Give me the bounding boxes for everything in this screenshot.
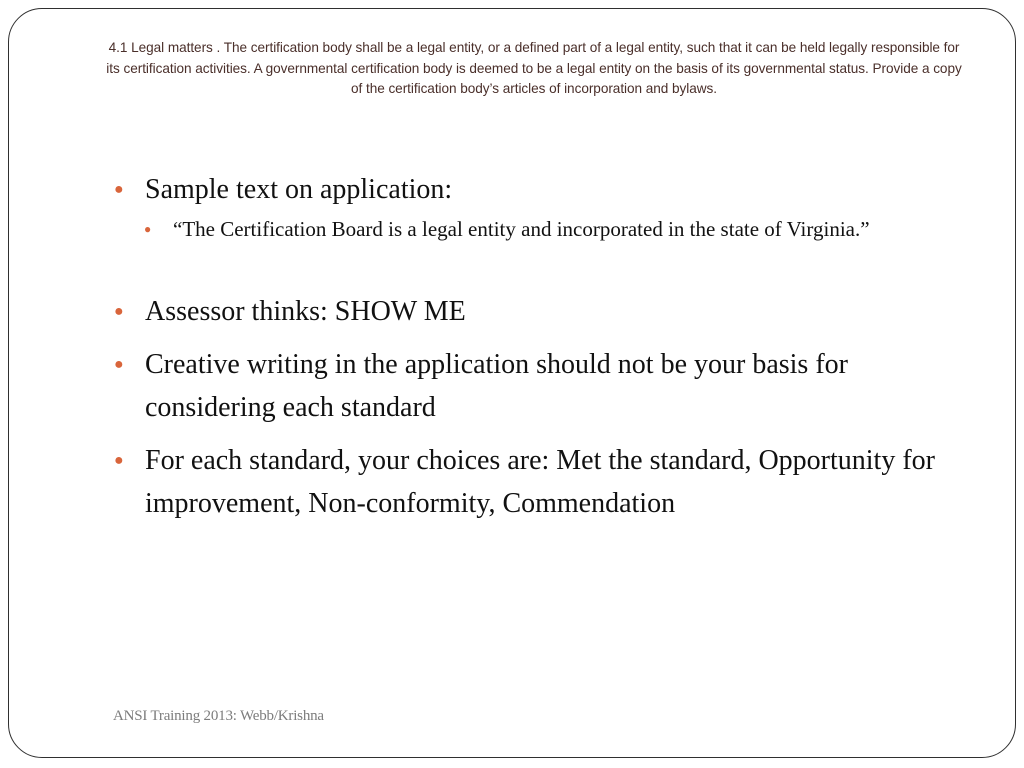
round-bullet-icon: ● [114,303,124,320]
bullet-item-creative-writing [114,343,954,429]
bullet-text: Sample text on application: [145,174,453,205]
bullet-text: Assessor thinks: SHOW ME [145,296,466,327]
round-bullet-icon: ● [144,222,152,236]
bullet-item-choices [114,439,954,525]
bullet-text: Creative writing in the application should not be your basis for considering each standard [145,349,848,423]
slide-title: 4.1 Legal matters . The certification body shall be a legal entity, or a defined part of a legal entity, such that it can be held legally responsible for its certification activities. A governmental certification body is deemed to be a legal entity on the basis of its governmental status. Provide a copy of the certification body’s articles of incorporation and bylaws. [106,40,962,96]
sub-bullet-item-quote [114,213,954,246]
bullet-item-sample-text [114,168,954,211]
sub-bullet-text: “The Certification Board is a legal entity and incorporated in the state of Virginia.” [173,217,870,241]
slide-body [114,168,954,525]
bullet-item-assessor [114,290,954,333]
round-bullet-icon: ● [114,181,124,198]
spacer [114,246,954,290]
round-bullet-icon: ● [114,356,124,373]
round-bullet-icon: ● [114,452,124,469]
bullet-text: For each standard, your choices are: Met the standard, Opportunity for improvement, Non-conformity, Commendation [145,445,935,519]
slide-footer: ANSI Training 2013: Webb/Krishna [113,708,324,724]
